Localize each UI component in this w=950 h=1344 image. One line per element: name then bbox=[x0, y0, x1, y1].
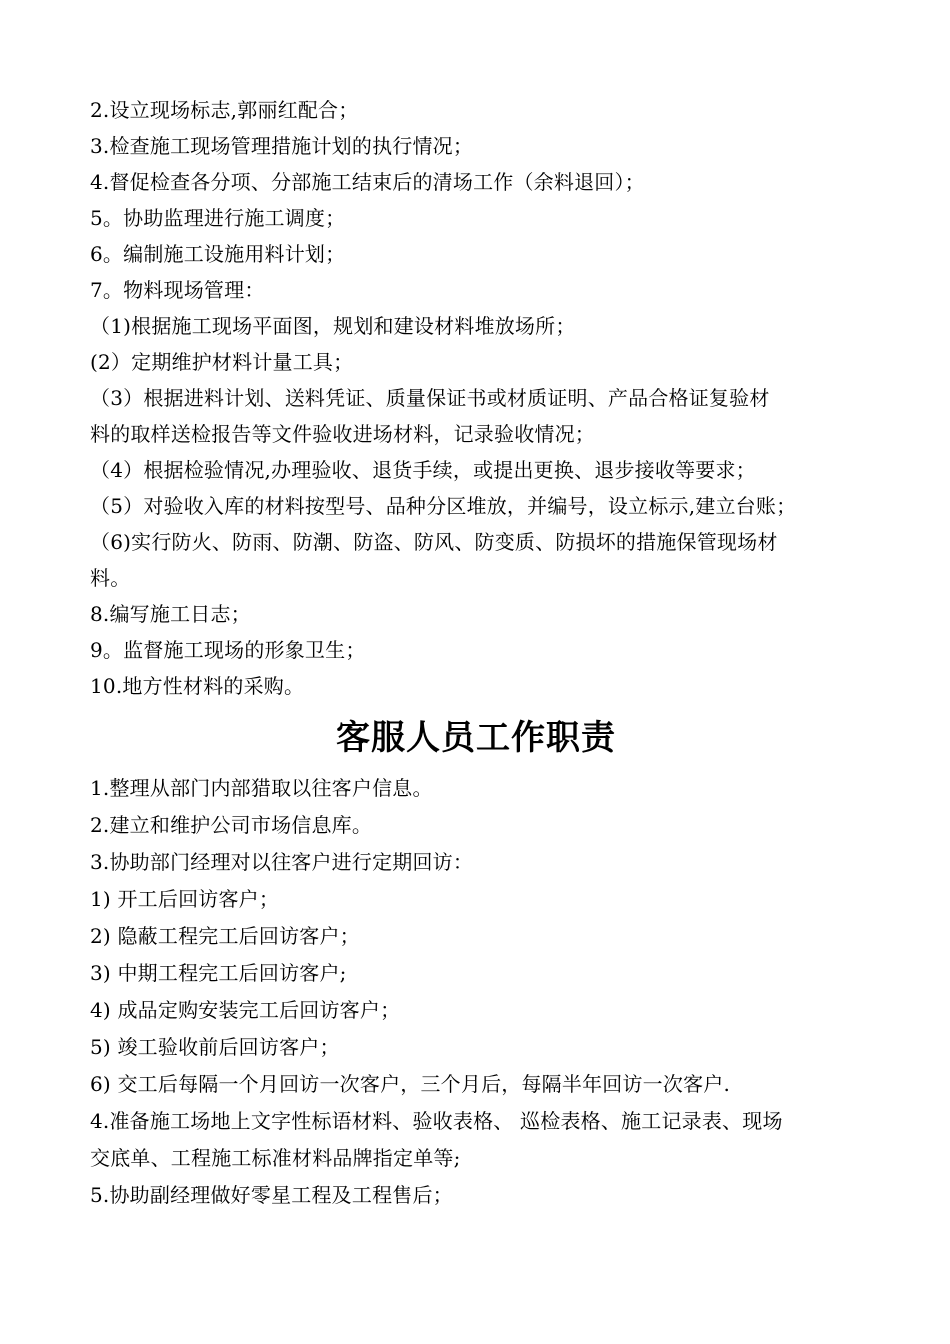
text-line: 5。协助监理进行施工调度； bbox=[90, 206, 346, 230]
text-line: （3）根据进料计划、送料凭证、质量保证书或材质证明、产品合格证复验材 bbox=[90, 386, 770, 410]
text-line: 料。 bbox=[90, 566, 131, 590]
text-line: （5）对验收入库的材料按型号、品种分区堆放，并编号，设立标示,建立台账； bbox=[90, 494, 797, 518]
text-line: （6)实行防火、防雨、防潮、防盗、防风、防变质、防损坏的措施保管现场材 bbox=[90, 530, 778, 554]
text-line: 4.准备施工场地上文字性标语材料、验收表格、 巡检表格、施工记录表、现场 bbox=[90, 1109, 783, 1133]
text-line: 3.协助部门经理对以往客户进行定期回访： bbox=[90, 850, 474, 874]
text-line: 9。监督施工现场的形象卫生； bbox=[90, 638, 366, 662]
text-line: 3) 中期工程完工后回访客户; bbox=[90, 961, 347, 985]
text-line: 4.督促检查各分项、分部施工结束后的清场工作（余料退回）； bbox=[90, 170, 645, 194]
text-line: 2.建立和维护公司市场信息库。 bbox=[90, 813, 373, 837]
text-line: 5) 竣工验收前后回访客户； bbox=[90, 1035, 340, 1059]
document-page bbox=[90, 92, 862, 1214]
text-line: 5.协助副经理做好零星工程及工程售后； bbox=[90, 1183, 453, 1207]
text-line: 2.设立现场标志,郭丽红配合； bbox=[90, 98, 359, 122]
section-title: 客服人员工作职责 bbox=[336, 718, 616, 758]
text-line: 6) 交工后每隔一个月回访一次客户，三个月后，每隔半年回访一次客户. bbox=[90, 1072, 731, 1096]
text-line: 6。编制施工设施用料计划； bbox=[90, 242, 346, 266]
text-line: (2）定期维护材料计量工具； bbox=[90, 350, 354, 374]
text-line: 1.整理从部门内部猎取以往客户信息。 bbox=[90, 776, 433, 800]
section-customer-service-duties bbox=[90, 770, 862, 1214]
text-line: 3.检查施工现场管理措施计划的执行情况； bbox=[90, 134, 474, 158]
text-line: 料的取样送检报告等文件验收进场材料，记录验收情况； bbox=[90, 422, 595, 446]
text-line: （1)根据施工现场平面图，规划和建设材料堆放场所； bbox=[90, 314, 576, 338]
text-line: 2) 隐蔽工程完工后回访客户； bbox=[90, 924, 360, 948]
text-line: （4）根据检验情况,办理验收、退货手续，或提出更换、退步接收等要求； bbox=[90, 458, 756, 482]
text-line: 1) 开工后回访客户； bbox=[90, 887, 280, 911]
text-line: 8.编写施工日志； bbox=[90, 602, 251, 626]
text-line: 10.地方性材料的采购。 bbox=[90, 674, 305, 698]
text-line: 4) 成品定购安装完工后回访客户； bbox=[90, 998, 401, 1022]
text-line: 7。物料现场管理： bbox=[90, 278, 265, 302]
section-site-duties bbox=[90, 92, 862, 704]
text-line: 交底单、工程施工标准材料品牌指定单等; bbox=[90, 1146, 461, 1170]
